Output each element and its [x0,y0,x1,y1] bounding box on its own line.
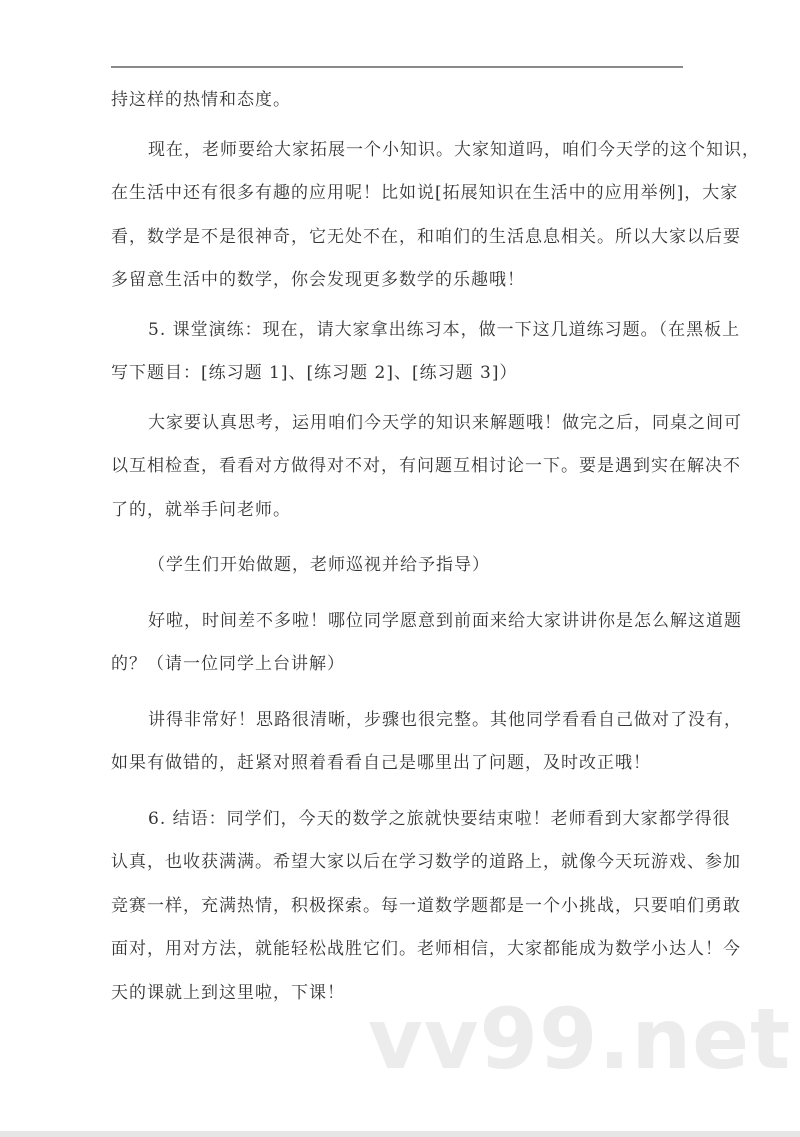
text-line: 6. 结语：同学们，今天的数学之旅就快要结束啦！老师看到大家都学得很 [148,808,731,829]
paragraph [111,407,742,538]
text-line: 的？（请一位同学上台讲解） [111,654,345,674]
text-line: 竞赛一样，充满热情，积极探索。每一道数学题都是一个小挑战，只要咱们勇敢 [111,895,741,916]
text-line: 多留意生活中的数学，你会发现更多数学的乐趣哦！ [111,270,525,290]
text-line: 认真，也收获满满。希望大家以后在学习数学的道路上，就像今天玩游戏、参加 [111,852,741,872]
paragraph [111,84,683,128]
paragraph [111,549,683,593]
text-line: 大家要认真思考，运用咱们今天学的知识来解题哦！做完之后，同桌之间可 [148,412,742,433]
text-line: 持这样的热情和态度。 [111,90,291,110]
text-line: 看，数学是不是很神奇，它无处不在，和咱们的生活息息相关。所以大家以后要 [111,226,741,247]
text-line: 在生活中还有很多有趣的应用呢！比如说[拓展知识在生活中的应用举例]，大家 [111,183,739,203]
text-line: 面对，用对方法，就能轻松战胜它们。老师相信，大家都能成为数学小达人！今 [111,939,741,959]
watermark: vv99.net [368,990,792,1088]
text-line: 了的，就举手问老师。 [111,499,291,520]
document-body [111,84,760,1026]
text-line: 讲得非常好！思路很清晰，步骤也很完整。其他同学看看自己做对了没有， [148,709,742,730]
text-line: 好啦，时间差不多啦！哪位同学愿意到前面来给大家讲讲你是怎么解这道题 [148,610,742,631]
paragraph [111,803,741,1021]
text-line: 5. 课堂演练：现在，请大家拿出练习本，做一下这几道练习题。（在黑板上 [148,319,741,340]
paragraph [111,605,742,692]
text-line: （学生们开始做题，老师巡视并给予指导） [148,555,490,575]
paragraph [111,704,742,791]
text-line: 现在，老师要给大家拓展一个小知识。大家知道吗，咱们今天学的这个知识， [148,139,760,160]
text-line: 写下题目：[练习题 1]、[练习题 2]、[练习题 3]） [111,363,518,383]
header-rule [111,66,683,68]
paragraph [111,314,741,401]
paragraph [111,134,760,308]
text-line: 天的课就上到这里啦，下课！ [111,982,345,1003]
text-line: 如果有做错的，赶紧对照着看看自己是哪里出了问题，及时改正哦！ [111,753,651,773]
page-bottom-edge [0,1131,800,1137]
text-line: 以互相检查，看看对方做得对不对，有问题互相讨论一下。要是遇到实在解决不 [111,456,741,476]
